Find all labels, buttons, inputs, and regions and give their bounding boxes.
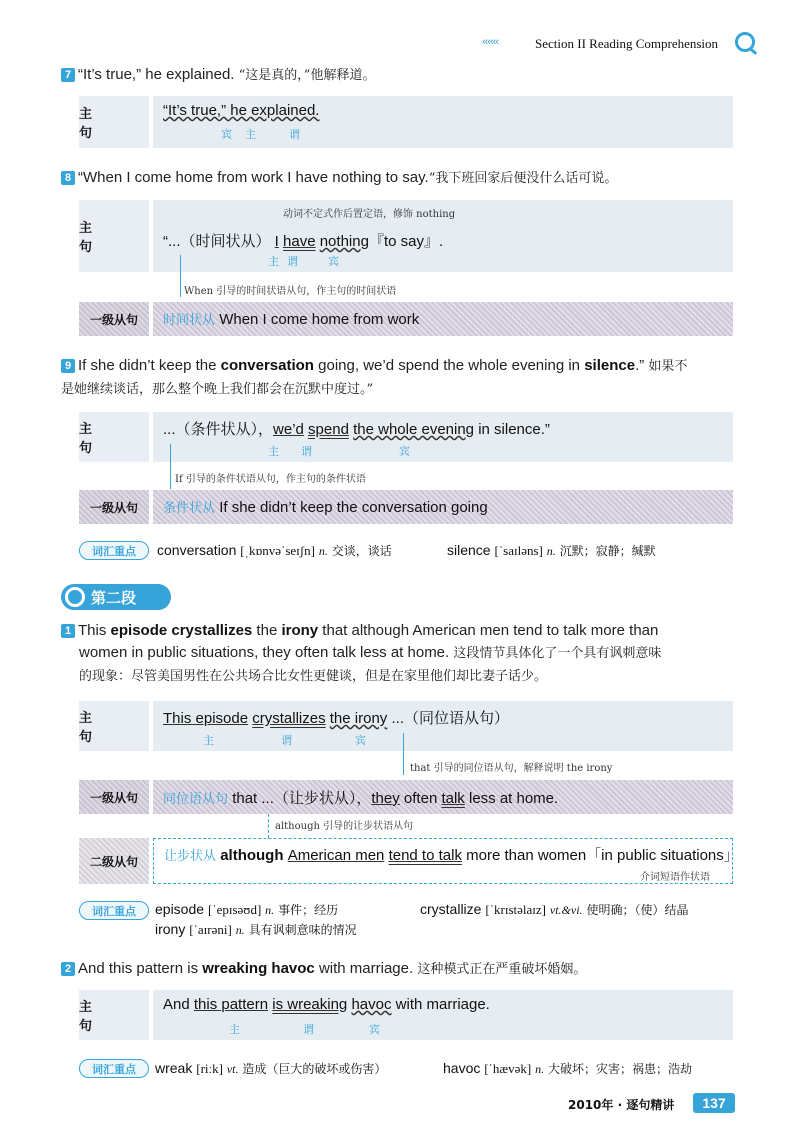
main-clause-label: 主 句 bbox=[79, 412, 149, 462]
vocab-word: havoc bbox=[443, 1060, 481, 1076]
section-heading bbox=[61, 584, 171, 610]
sentence-en-part: women in public situations, they often talk less at home. bbox=[79, 644, 450, 661]
main-clause-box bbox=[153, 701, 733, 751]
sentence-number: 2 bbox=[61, 962, 75, 976]
vocab-entry bbox=[155, 1060, 386, 1077]
subject: I bbox=[274, 233, 279, 250]
role-subject: 主 bbox=[229, 1023, 240, 1036]
connector-line bbox=[403, 733, 404, 775]
clause-text: If she didn’t keep the conversation going bbox=[219, 499, 488, 516]
sentence-en-part: that although American men tend to talk more than bbox=[318, 622, 659, 639]
clause-post: ...（同位语从句） bbox=[387, 710, 509, 727]
sub-clause-box bbox=[153, 302, 733, 336]
sub-clause-2-box bbox=[153, 838, 739, 884]
role-subject: 主 bbox=[245, 128, 256, 141]
vocab-entry bbox=[447, 542, 656, 559]
sentence-number: 1 bbox=[61, 624, 75, 638]
sentence-en-part: If she didn’t keep the bbox=[78, 357, 221, 374]
vocab-entry bbox=[443, 1060, 692, 1077]
sub-clause-label: 一级从句 bbox=[79, 490, 149, 524]
definition: 交谈，谈话 bbox=[331, 544, 392, 558]
role-object: 宾 bbox=[399, 445, 410, 458]
section-title: 第二段 bbox=[91, 588, 137, 607]
object: the whole evening bbox=[353, 421, 475, 438]
object: nothing bbox=[319, 233, 369, 250]
role-subject: 主 bbox=[268, 255, 279, 268]
clause-text: When I come home from work bbox=[219, 311, 420, 328]
definition: 大破坏；灾害；祸患；浩劫 bbox=[547, 1062, 692, 1076]
clause-text: less at home. bbox=[464, 790, 559, 807]
sentence-en: “When I come home from work I have nothing to say. bbox=[78, 169, 429, 186]
main-clause-text bbox=[163, 102, 319, 119]
clause-pre: “...（时间状从） bbox=[163, 233, 271, 250]
role-predicate: 谓 bbox=[301, 445, 312, 458]
vocab-word: episode bbox=[155, 901, 205, 917]
clause-pre: And bbox=[163, 996, 194, 1013]
annotation-note: that 引导的同位语从句，解释说明 the irony bbox=[410, 763, 613, 774]
clause-tag: 条件状从 bbox=[163, 501, 216, 516]
clause-text: although bbox=[220, 847, 288, 864]
predicate: talk bbox=[441, 790, 465, 807]
role-subject: 主 bbox=[203, 734, 214, 747]
sentence-cn: “我下班回家后便没什么话可说。 bbox=[428, 171, 618, 186]
sentence-en-part: with marriage. bbox=[314, 960, 414, 977]
object: havoc bbox=[351, 996, 392, 1013]
sub-clause-text bbox=[163, 787, 558, 808]
annotation-note: When 引导的时间状语从句，作主句的时间状语 bbox=[184, 286, 397, 297]
sub-clause-box bbox=[153, 490, 733, 524]
phonetic: [riːk] bbox=[196, 1061, 223, 1076]
sentence-cn: 这段情节具体化了一个具有讽刺意味 bbox=[453, 646, 662, 661]
clause-text: that ...（让步状从）， bbox=[232, 790, 372, 807]
part-of-speech: vt. bbox=[226, 1062, 239, 1076]
sub-clause-label: 一级从句 bbox=[79, 302, 149, 336]
q-logo-icon bbox=[735, 32, 755, 52]
clause-tag: 时间状从 bbox=[163, 313, 216, 328]
header-arrows: ‹‹‹‹‹‹ bbox=[482, 36, 498, 48]
infinitive: 『to say』. bbox=[368, 233, 444, 250]
definition: 沉默；寂静；缄默 bbox=[559, 544, 656, 558]
part-of-speech: n. bbox=[535, 1062, 545, 1076]
keyword: conversation bbox=[220, 357, 314, 374]
sentence-cn: 如果不 bbox=[648, 359, 688, 374]
connector-line bbox=[170, 444, 171, 489]
sub-clause-2-label: 二级从句 bbox=[79, 838, 149, 884]
keyword: silence bbox=[584, 357, 636, 374]
sub-clause-label: 一级从句 bbox=[79, 780, 149, 814]
vocab-entry bbox=[155, 901, 338, 918]
main-clause-box bbox=[153, 200, 733, 272]
vocab-tag: 词汇重点 bbox=[79, 541, 149, 560]
phonetic: [ˈaɪrəni] bbox=[189, 922, 232, 937]
keyword: wreaking havoc bbox=[202, 960, 315, 977]
sentence-en-part: the bbox=[252, 622, 282, 639]
sentence-p2-2 bbox=[61, 958, 741, 981]
sentence-7 bbox=[61, 64, 741, 87]
sub-clause-box bbox=[153, 780, 733, 814]
main-clause-label: 主 句 bbox=[79, 990, 149, 1040]
header-title: Section II Reading Comprehension bbox=[535, 36, 719, 51]
sentence-en: “It’s true,” he explained. bbox=[78, 66, 235, 83]
definition: 使明确；（使）结晶 bbox=[586, 903, 689, 917]
sub-clause-text bbox=[164, 844, 739, 865]
subject: American men bbox=[287, 847, 385, 864]
sentence-en-part: This bbox=[78, 622, 111, 639]
role-subject: 主 bbox=[268, 445, 279, 458]
sentence-en-part: .” bbox=[635, 357, 645, 374]
role-object: 宾 bbox=[328, 255, 339, 268]
main-clause-label: 主 句 bbox=[79, 96, 149, 148]
subject: This episode bbox=[163, 710, 249, 727]
phonetic: [ˈepɪsəʊd] bbox=[207, 902, 262, 917]
role-predicate: 谓 bbox=[281, 734, 292, 747]
page-number: 137 bbox=[693, 1093, 735, 1113]
footer-text: 2010年 · 逐句精讲 bbox=[568, 1098, 675, 1112]
keyword: episode crystallizes bbox=[110, 622, 253, 639]
clause-pre: ...（条件状从）， bbox=[163, 421, 274, 438]
sentence-p2-1 bbox=[61, 620, 741, 688]
main-clause-label: 主 句 bbox=[79, 200, 149, 272]
main-clause-box bbox=[153, 990, 733, 1040]
main-clause-text bbox=[163, 707, 509, 728]
vocab-word: crystallize bbox=[420, 901, 482, 917]
main-clause-text bbox=[163, 996, 490, 1013]
main-clause-box bbox=[153, 96, 733, 148]
annotation-note: 动词不定式作后置定语，修饰 nothing bbox=[283, 209, 456, 220]
vocab-tag: 词汇重点 bbox=[79, 1059, 149, 1078]
sentence-en-part: going, we’d spend the whole evening in bbox=[313, 357, 585, 374]
role-predicate: 谓 bbox=[287, 255, 298, 268]
predicate: spend bbox=[308, 421, 349, 438]
main-clause-box bbox=[153, 412, 733, 462]
clause-tag: 让步状从 bbox=[164, 849, 217, 864]
sentence-cn: 的现象：尽管美国男性在公共场合比女性更健谈，但是在家里他们却比妻子话少。 bbox=[79, 669, 548, 684]
q-logo-icon bbox=[65, 587, 85, 607]
predicate: crystallizes bbox=[252, 710, 326, 727]
annotation-note: 介词短语作状语 bbox=[640, 872, 710, 883]
sentence-cn: “这是真的，”他解释道。 bbox=[238, 68, 376, 83]
sentence-en-part: And this pattern is bbox=[78, 960, 203, 977]
clause-text: often bbox=[403, 790, 438, 807]
definition: 事件；经历 bbox=[278, 903, 339, 917]
vocab-entry bbox=[155, 921, 357, 938]
role-predicate: 谓 bbox=[303, 1023, 314, 1036]
predicate: have bbox=[283, 233, 316, 250]
role-object: 宾 bbox=[369, 1023, 380, 1036]
sentence-cn: 这种模式正在严重破坏婚姻。 bbox=[417, 962, 587, 977]
sub-clause-text bbox=[163, 497, 488, 516]
sentence-number: 7 bbox=[61, 68, 75, 82]
part-of-speech: n. bbox=[546, 544, 556, 558]
vocab-entry bbox=[157, 542, 392, 559]
definition: 造成（巨大的破坏或伤害） bbox=[242, 1062, 387, 1076]
connector-line bbox=[268, 814, 269, 838]
annotation-note: although 引导的让步状语从句 bbox=[275, 821, 414, 832]
part-of-speech: vt.&vi. bbox=[549, 903, 583, 917]
vocab-tag: 词汇重点 bbox=[79, 901, 149, 920]
vocab-word: wreak bbox=[155, 1060, 193, 1076]
sentence-number: 9 bbox=[61, 359, 75, 373]
role-object: 宾 bbox=[221, 128, 232, 141]
clause-post: in silence.” bbox=[474, 421, 550, 438]
subject: this pattern bbox=[193, 996, 269, 1013]
vocab-entry bbox=[420, 901, 688, 918]
role-predicate: 谓 bbox=[289, 128, 300, 141]
keyword: irony bbox=[281, 622, 319, 639]
predicate: is wreaking bbox=[272, 996, 348, 1013]
sub-clause-text bbox=[163, 309, 419, 328]
object: the irony bbox=[329, 710, 388, 727]
definition: 具有讽刺意味的情况 bbox=[248, 923, 357, 937]
main-clause-text bbox=[163, 230, 443, 251]
sentence-9 bbox=[61, 355, 741, 401]
main-clause-text bbox=[163, 418, 550, 439]
clause-tag: 同位语从句 bbox=[163, 792, 229, 807]
vocab-word: silence bbox=[447, 542, 491, 558]
part-of-speech: n. bbox=[265, 903, 275, 917]
annotation-note: If 引导的条件状语从句，作主句的条件状语 bbox=[175, 474, 366, 485]
part-of-speech: n. bbox=[318, 544, 328, 558]
part-of-speech: n. bbox=[235, 923, 245, 937]
clause-post: with marriage. bbox=[391, 996, 490, 1013]
subject: we’d bbox=[273, 421, 304, 438]
vocab-word: conversation bbox=[157, 542, 237, 558]
role-object: 宾 bbox=[355, 734, 366, 747]
subject: they bbox=[371, 790, 400, 807]
predicate: tend to talk bbox=[388, 847, 462, 864]
clause-text: more than women「in public situations」 bbox=[461, 847, 739, 864]
phonetic: [ˈhævək] bbox=[484, 1061, 532, 1076]
sentence-number: 8 bbox=[61, 171, 75, 185]
main-clause-label: 主 句 bbox=[79, 701, 149, 751]
main-clause-sentence: “It’s true,” he explained. bbox=[163, 102, 320, 119]
sentence-8 bbox=[61, 167, 741, 190]
phonetic: [ˈsaɪləns] bbox=[494, 543, 543, 558]
phonetic: [ˌkɒnvəˈseɪʃn] bbox=[240, 543, 315, 558]
vocab-word: irony bbox=[155, 921, 186, 937]
phonetic: [ˈkrɪstəlaɪz] bbox=[485, 902, 546, 917]
sentence-cn: 是她继续谈话，那么整个晚上我们都会在沉默中度过。” bbox=[61, 382, 374, 397]
connector-line bbox=[180, 255, 181, 297]
